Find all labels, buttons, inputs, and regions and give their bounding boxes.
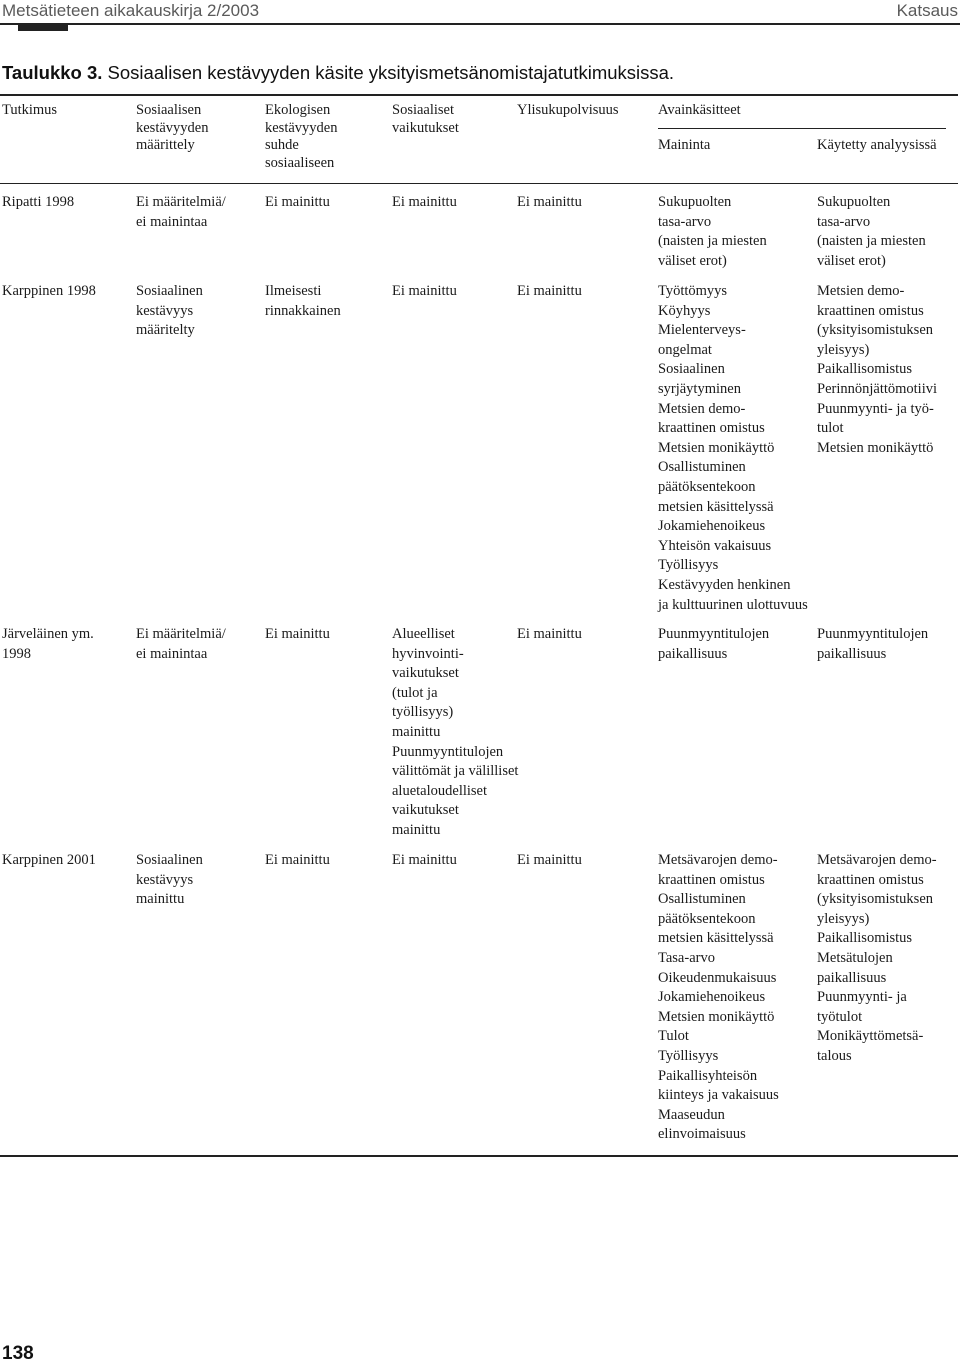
cell-study: Karppinen 2001	[2, 852, 96, 868]
cell-mention: Sukupuolten tasa-arvo (naisten ja miesten väliset erot)	[658, 194, 767, 269]
cell-impacts: Ei mainittu	[392, 852, 457, 868]
table-caption	[2, 62, 674, 84]
header-definition: Sosiaalisen kestävyyden määrittely	[136, 102, 209, 153]
header-ecological: Ekologisen kestävyyden suhde sosiaaliseen	[265, 102, 338, 171]
cell-ecological: Ilmeisesti rinnakkainen	[265, 283, 341, 319]
header-intergen: Ylisukupolvisuus	[517, 102, 619, 118]
cell-mention: Työttömyys Köyhyys Mielenterveys- ongelmat Sosiaalinen syrjäytyminen Metsien demo- kraattinen omistus Metsien monikäyttö Osallistuminen päätöksentekoon metsien käsittelyssä Jokamiehenoikeus Yhteisön vakaisuus Työllisyys Kestävyyden henkinen ja kulttuurinen ulottuvuus	[658, 283, 808, 613]
cell-study: Järveläinen ym. 1998	[2, 626, 94, 662]
table-caption-label: Taulukko 3.	[2, 62, 103, 83]
table-bottom-rule	[0, 1155, 958, 1157]
cell-ecological: Ei mainittu	[265, 852, 330, 868]
table-header-rule	[0, 183, 958, 184]
cell-mention: Puunmyyntitulojen paikallisuus	[658, 626, 770, 662]
header-rule	[0, 23, 960, 25]
cell-definition: Ei määritelmiä/ ei mainintaa	[136, 194, 226, 230]
cell-intergen: Ei mainittu	[517, 194, 582, 210]
cell-used: Metsien demo- kraattinen omistus (yksityisomistuksen yleisyys) Paikallisomistus Perinnönjättömotiivi Puunmyynti- ja työ- tulot Metsien monikäyttö	[817, 283, 938, 456]
keyconcepts-span-rule	[658, 128, 946, 129]
journal-title: Metsätieteen aikakauskirja 2/2003	[2, 1, 260, 20]
header-study: Tutkimus	[2, 102, 58, 118]
header-mention: Maininta	[658, 137, 711, 153]
cell-impacts: Ei mainittu	[392, 283, 457, 299]
section-name: Katsaus	[896, 1, 958, 20]
cell-definition: Ei määritelmiä/ ei mainintaa	[136, 626, 226, 662]
cell-definition: Sosiaalinen kestävyys mainittu	[136, 852, 203, 908]
cell-used: Metsävarojen demo- kraattinen omistus (yksityisomistuksen yleisyys) Paikallisomistus Metsätulojen paikallisuus Puunmyynti- ja työtulot Monikäyttömetsä- talous	[817, 852, 937, 1064]
cell-ecological: Ei mainittu	[265, 626, 330, 642]
cell-study: Karppinen 1998	[2, 283, 96, 299]
cell-intergen: Ei mainittu	[517, 283, 582, 299]
cell-study: Ripatti 1998	[2, 194, 75, 210]
table-caption-text: Sosiaalisen kestävyyden käsite yksityismetsänomistajatutkimuksissa.	[102, 62, 675, 83]
header-keyconcepts: Avainkäsitteet	[658, 102, 741, 118]
cell-ecological: Ei mainittu	[265, 194, 330, 210]
page-number: 138	[2, 1343, 34, 1364]
cell-used: Sukupuolten tasa-arvo (naisten ja miesten väliset erot)	[817, 194, 926, 269]
cell-intergen: Ei mainittu	[517, 852, 582, 868]
running-header	[0, 0, 960, 36]
cell-used: Puunmyyntitulojen paikallisuus	[817, 626, 929, 662]
header-accent-bar	[18, 25, 68, 31]
table-top-rule	[0, 94, 958, 96]
cell-intergen: Ei mainittu	[517, 626, 582, 642]
cell-impacts: Ei mainittu	[392, 194, 457, 210]
cell-mention: Metsävarojen demo- kraattinen omistus Osallistuminen päätöksentekoon metsien käsittelyssä Tasa-arvo Oikeudenmukaisuus Jokamiehenoikeus Metsien monikäyttö Tulot Työllisyys Paikallisyhteisön kiinteys ja vakaisuus Maaseudun elinvoimaisuus	[658, 852, 779, 1143]
cell-definition: Sosiaalinen kestävyys määritelty	[136, 283, 203, 339]
cell-impacts: Alueelliset hyvinvointi- vaikutukset (tulot ja työllisyys) mainittu Puunmyyntitulojen välittömät ja välilliset aluetaloudelliset vaikutukset mainittu	[392, 626, 519, 838]
header-used: Käytetty analyysissä	[817, 137, 937, 153]
header-impacts: Sosiaaliset vaikutukset	[392, 102, 459, 136]
